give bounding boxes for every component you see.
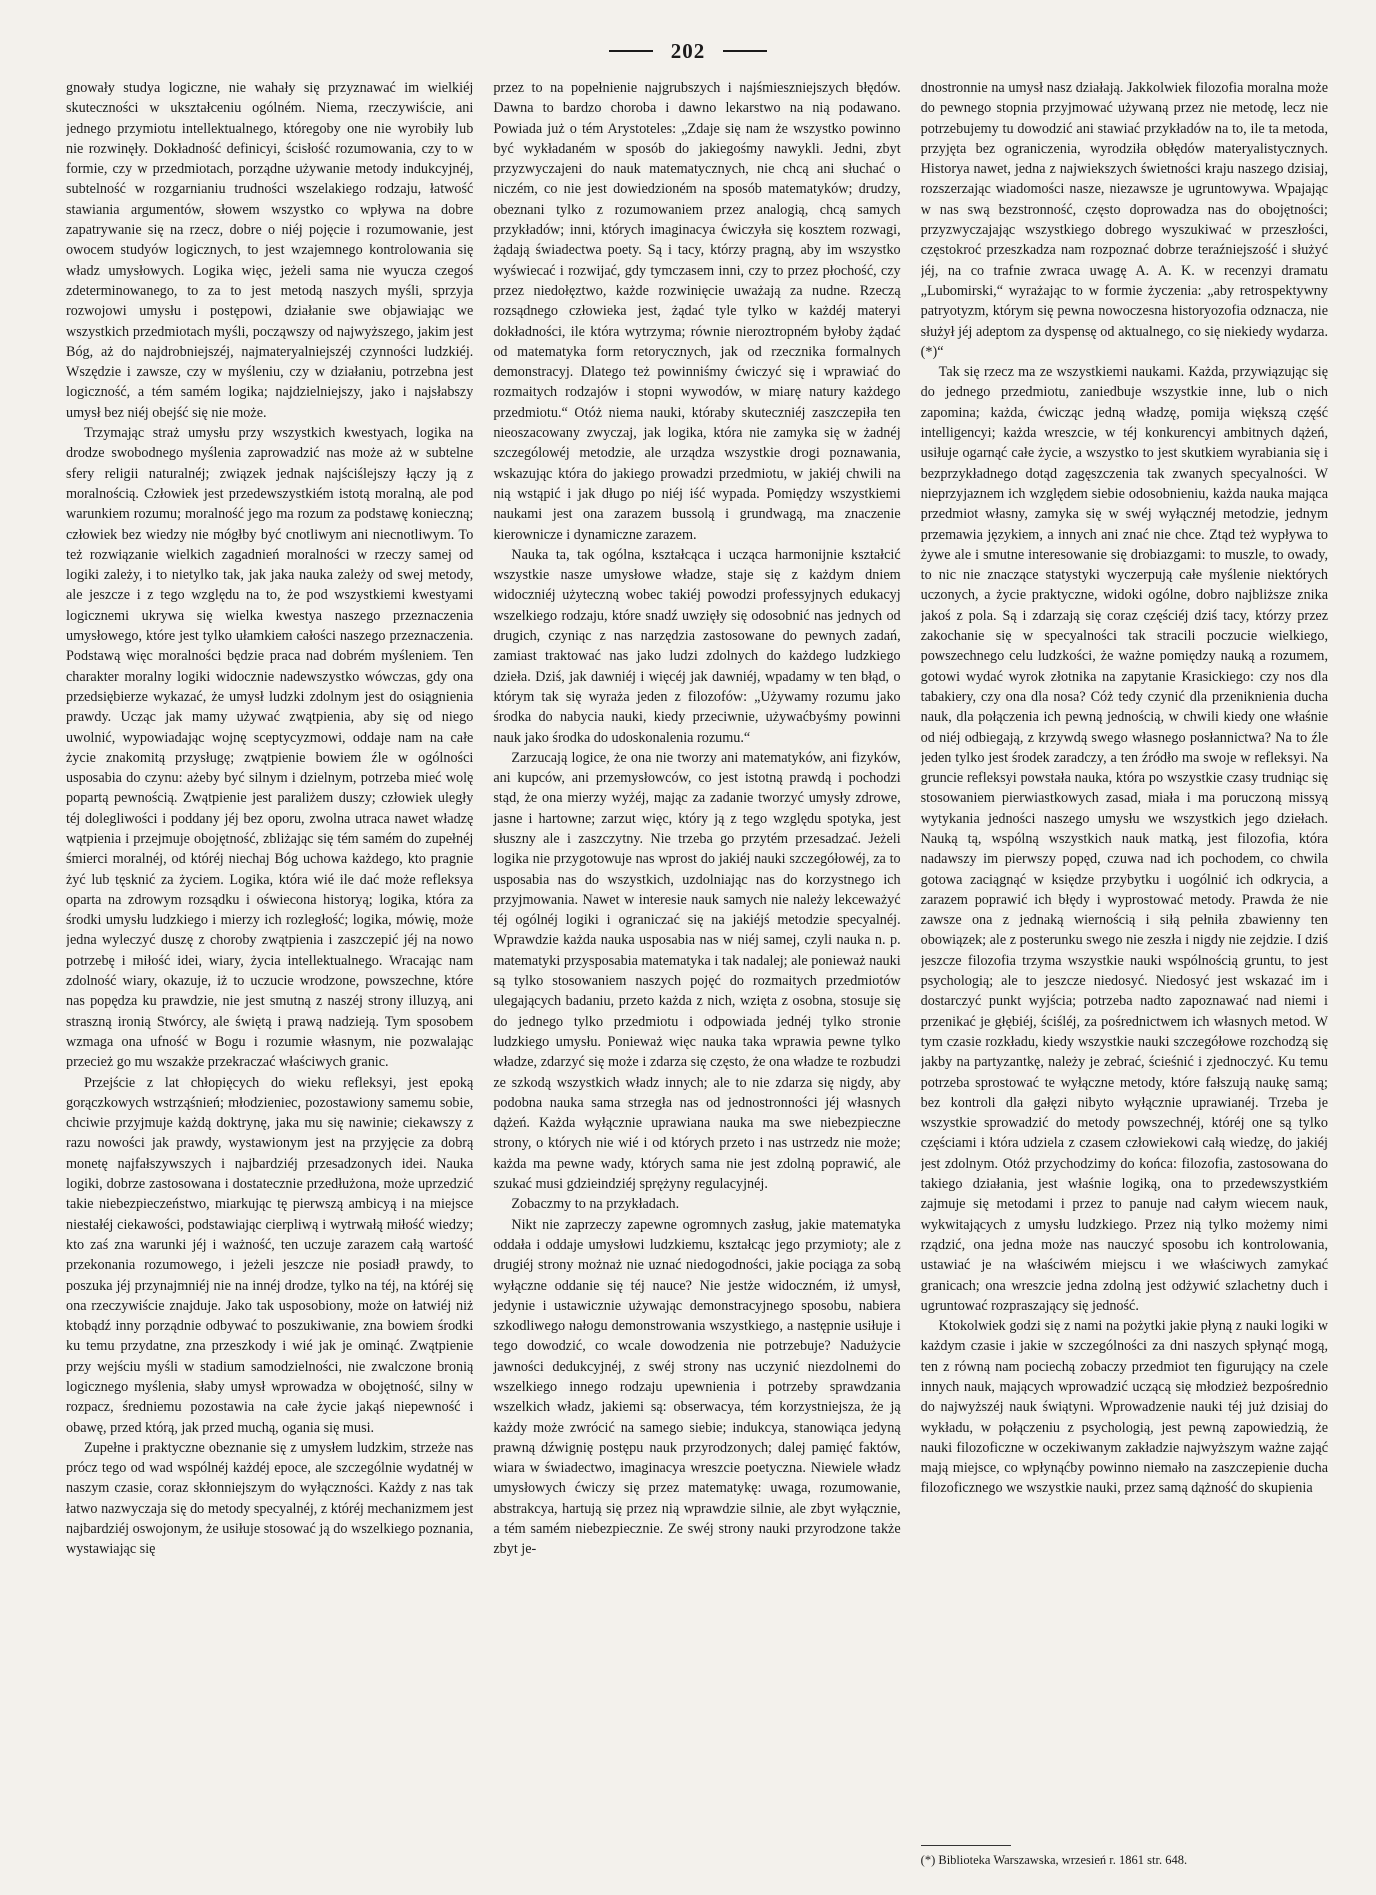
column-2 [493,78,900,1868]
paragraph: Przejście z lat chłopięcych do wieku refleksyi, jest epoką gorączkowych wstrząśnień; młodzieniec, pozostawiony samemu sobie, chciwie przyjmuje każdą doktrynę, jaka mu się nawinie; ciekawszy z razu nowości jak prawdy, wystawionym jest na przyjęcie za dobrą monetę najfałszywszych i najbardziéj przesadzonych idei. Nauka logiki, dobrze zastosowana i dostatecznie przedłużona, może uprzedzić takie niebezpieczeństwo, miarkując tę pierwszą ambicyą i na miejsce niestałéj ciekawości, podstawiając cierpliwą i wytrwałą miłość wiedzy; kto zaś zna warunki jéj i ważność, ten uczuje zarazem całą wartość przekonania rozumowego, i jeżeli jeszcze nie posiadł prawdy, to poszuka jéj przynajmniéj nie na innéj drodze, tylko na téj, na któréj się ona rzeczywiście znajduje. Jako tak usposobiony, może on łatwiéj niż ktobądź inny porządnie odbywać to poszukiwanie, zna bowiem środki ku temu przydatne, zna przeszkody i wié jak je ominąć. Zwątpienie przy wejściu myśli w stadium samodzielności, nie zwalczone bronią logicznego myślenia, słaby umysł wprowadza w obojętność, silny w rozpacz, średniemu pozostawia na całe życie jakąś niepewność i obawę, przed którą, jak przed muchą, ogania się musi. [66,1074,474,1436]
paragraph: Nikt nie zaprzeczy zapewne ogromnych zasług, jakie matematyka oddała i oddaje umysłowi ludzkiemu, kształcąc jego przymioty; ale z drugiéj strony możnaż nie uznać niedogodności, jakie pociąga za sobą wyłączne oddanie się téj nauce? Nie jestże widoczném, iż umysł, jedynie i ustawicznie używając demonstracyjnego sposobu, nabiera szkodliwego nałogu demonstrowania wszystkiego, a następnie usiłuje i tego dowodzić, co wcale dowodzenia nie potrzebuje? Nadużycie jawności dedukcyjnéj, z swéj strony nas uczynić niezdolnemi do wszelkiego innego rodzaju upewnienia i potrzeby sprawdzania wszelkich władz, jakiemi są: obserwacya, tém korzystniejsza, że ją każdy może zwrócić na samego siebie; indukcya, stanowiąca jedyną prawną dźwignię postępu nauk przyrodzonych; dalej pamięć faktów, wiara w świadectwo, imaginacya wreszcie poetyczna. Niewiele władz umysłowych ćwiczy się przez matematykę: uwaga, rozumowanie, abstrakcya, hartują się przez nią wprawdzie silnie, ale zbyt wyłącznie, a tém samém niebezpiecznie. Ze swéj strony nauki przyrodzone także zbyt je- [493,1216,901,1558]
paragraph: Trzymając straż umysłu przy wszystkich kwestyach, logika na drodze swobodnego myślenia zaprowadzić nas może aż w subtelne sfery religii naturalnéj; związek jednak najściślejszy łączy ją z moralnością. Człowiek jest przedewszystkiém istotą moralną, ale pod warunkiem rozumu; moralność jego ma rozum za podstawę konieczną; człowiek bez wiedzy nie mógłby być cnotliwym ani niecnotliwym. To też rozwiązanie wielkich zagadnień moralności w rzeczy samej od logiki zależy, i to nietylko tak, jak jaka nauka zależy od swej metody, ale jeszcze i z tego względu na to, że pod wszystkiemi kwestyami logicznemi ukrywa się wielka kwestya naszego przeznaczenia umysłowego, które jest tylko ułamkiem całości naszego przeznaczenia. Podstawą więc moralności będzie praca nad dobrém myśleniem. Ten charakter moralny logiki widocznie nadewszystko wówczas, gdy ona przedsiębierze wykazać, że umysł ludzki zdolnym jest do osiągnienia prawdy. Ucząc jak mamy używać zwątpienia, aby się od niego uwolnić, wypowiadając wojnę sceptycyzmowi, oddaje nam na całe życie znakomitą przysługę; zwątpienie bowiem źle w ogólności usposabia do czynu: ażeby być silnym i dzielnym, potrzeba mieć wolę popartą pewnością. Zwątpienie jest paraliżem duszy; człowiek uległy téj dolegliwości i poddany jéj bez oporu, zwolna utraca nawet władzę wątpienia i przejmuje obojętność, zbliżając się tém samém do zupełnéj śmierci moralnéj, od któréj niechaj Bóg uchowa każdego, kto pragnie żyć lub tęsknić za życiem. Logika, która wié ile dać może refleksya oparta na zdrowym rozsądku i oświecona historyą; logika, która za środki umysłu ludzkiego i mierzy ich rozległość; logika, mówię, może jedna wyleczyć duszę z choroby zwątpienia i zaszczepić jéj na nowo potrzebę i miłość idei, wiary, życia intellektualnego. Wracając nam zdolność wiary, okazuje, iż to uczucie wrodzone, powszechne, które nas popędza ku prawdzie, nie jest smutną z naszéj strony illuzyą, ani straszną ironią Stwórcy, ale świętą i prawą nadzieją. Tym sposobem wzmaga ona ufność w Bogu i rozumie własnym, nie pozwalając przecież go mu wszakże przekraczać właściwych granic. [66,425,474,1071]
paragraph: Tak się rzecz ma ze wszystkiemi naukami. Każda, przywiązując się do jednego przedmiotu, zaniedbuje wszystkie inne, lub o nich zapomina; każda, ćwicząc jedną władzę, pomija większą część intelligencyi; każda wreszcie, w téj konkurencyi ambitnych dążeń, usiłuje ogarnąć całe życie, a wszystko to jest skutkiem wyrabiania się i bezprzykładnego dotąd zagęszczenia tak zwanych specyalności. W nieprzyjaznem ich względem siebie odosobnieniu, każda nauka mająca przedmiot własny, zamyka się w swéj wyłącznéj metodzie, jednym przemawia językiem, a innych ani znać nie chce. Ztąd też wypływa to żywe ale i smutne interesowanie się drobiazgami: to muszle, to owady, to nic nie znaczące statystyki wyczerpują całe myślenie niektórych uczonych, a życie praktyczne, widoki ogólne, dobro najbliższe znika jakoś z pola. Są i zdarzają się coraz częściéj dziś tacy, którzy przez zakochanie się w specyalności tak stracili poczucie wielkiego, powszechnego celu ludzkości, że ważne pomiędzy nauką a rozumem, gotowi wydać wyrok złotnika na zapytanie Krasickiego: czy nos dla tabakiery, czy ona dla nosa? Cóż tedy czynić dla przeniknienia ducha nauk, dla połączenia ich pewną jednością, w chwili kiedy one właśnie od niéj odbiegają, z krzywdą swego własnego posłannictwa? Na to źle jeden tylko jest środek zaradczy, a ten źródło ma swoje w refleksyi. Na gruncie refleksyi powstała nauka, która po wszystkie czasy trudniąc się stosowaniem pierwiastkowych zasad, miała i ma poruczoną missyą wytykania jedności naszego umysłu we wszystkich jego dziełach. Nauką tą, wspólną wszystkich nauk matką, jest filozofia, która nadawszy im pierwszy popęd, czuwa nad ich pochodem, co chwila gotowa zaciągnąć w księdze przybytku i uogólnić ich odkrycia, a zarazem poprawić ich błędy i wyprostować metody. Prawda że nie zawsze ona z jednaką wiernością i siłą pełniła zbawienny ten obowiązek; ale z posterunku swego nie zeszła i nigdy nie zejdzie. I dziś jeszcze filozofia trzyma wszystkie nauki wspólnością gruntu, to jest psychologią; ale to jeszcze niedosyć. Niedosyć jest wskazać im i dostarczyć punkt wyjścia; potrzeba nadto zapoznawać nad niemi i przenikać je głębiéj, ściśléj, za pośrednictwem ich własnych metod. W tym czasie rozkładu, kiedy wszystkie nauki szczegółowe rozchodzą się jakby na partyzantkę, należy je zebrać, ścieśnić i zjednoczyć. Ku temu potrzeba sprostować te wyłączne metody, które fałszują naukę samą; bez kontroli dla gałęzi nibyto wyłącznie uprawianéj. Trzeba je wszystkie sprowadzić do metody powszechnéj, któréj one są tylko częściami i która udziela z czasem człowiekowi całą wiedzę, do jakiéj jest zdolnym. Otóż przychodzimy do końca: filozofia, zastosowana do takiego działania, jest właśnie logiką, ona to przedewszystkiém zajmuje się metodami i przez to panuje nad całym wiecem nauk, wykwitających z umysłu ludzkiego. Przez nią tylko możemy nimi rządzić, ona jedna może nas nauczyć sposobu ich kontrolowania, ustawiać je na właściwém miejscu i we właściwych zamykać granicach; ona wreszcie jedna zdolną jest odżywić szlachetny duch i ugruntować rozpraszający się jedność. [920,364,1328,1314]
paragraph: Zupełne i praktyczne obeznanie się z umysłem ludzkim, strzeże nas prócz tego od wad wspólnéj każdéj epoce, ale szczególnie wydatnéj w naszym czasie, coraz skłonniejszym do wyłączności. Każdy z nas tak łatwo nazwyczaja się do metody specyalnéj, z któréj mechanizmem jest najbardziéj oswojonym, że usiłuje stosować ją do wszelkiego poznania, wystawiając się [66,1439,474,1558]
footnote-rule [921,1845,1011,1846]
paragraph: przez to na popełnienie najgrubszych i najśmieszniejszych błędów. Dawna to bardzo choroba i dawno lekarstwo na nią podawano. Powiada już o tém Arystoteles: „Zdaje się nam że wszystko powinno być wykładaném w sposób do jakiegośmy nawykli. Jedni, zbyt przyzwyczajeni do nauk matematycznych, nie chcą ani słuchać o niczém, co nie jest dowiedzioném na sposób matematyków; drudzy, obeznani tylko z rozumowaniem przez analogią, chcą samych przykładów; inni, których imaginacya ćwiczyła się kosztem rozwagi, żądają świadectwa poety. Są i tacy, którzy pragną, aby im wszystko wyświecać i rozwijać, gdy tymczasem inni, czy to przez płochość, czy przez niedołęztwo, każde rozwinięcie uważają za nudne. Rzeczą rozsądnego człowieka jest, żądać tyle tylko w każdéj materyi dokładności, ile która wytrzyma; równie nieroztropném byłoby żądać od matematyka form retorycznych, jak od rzecznika formalnych demonstracyj. Dlatego też powinniśmy ćwiczyć się i wprawiać do rozmaitych rodzajów i stopni wywodów, w miarę natury każdego przedmiotu.“ Otóż niema nauki, któraby skuteczniéj zaszczepiła ten nieoszacowany zwyczaj, jak logika, która nie zamyka się w żadnéj szczególowéj metodzie, ale urządza wszystkie drogi poznawania, wskazując która do jakiego prowadzi przedmiotu, w jakiéj chwili na nią wstąpić i jak długo po niéj iść wypada. Pomiędzy wszystkiemi naukami jest ona zarazem bussolą i grundwagą, ma znaczenie kierownicze i dynamiczne zarazem. [493,80,901,543]
paragraph: dnostronnie na umysł nasz działają. Jakkolwiek filozofia moralna może do pewnego stopnia przyjmować używaną przez nie metodę, lecz nie potrzebujemy tu dowodzić ani stawiać przykładów na to, ile ta metoda, przyjęta bez ograniczenia, wyrodziła obłędów materyalistycznych. Historya nawet, jedna z najwiekszych świetności kraju naszego dzisiaj, rozszerzając wiadomości nasze, niezawsze je ugruntowywa. Wpajając w nas swą bezstronność, często doprowadza nas do obojętności; przyzwyczajając wszystkiego dobrego wyszukiwać w przeszłości, częstokroć przeszkadza nam rozpoznać dobrze teraźniejszość i służyć jéj, na co trafnie zwraca uwagę A. A. K. w recenzyi dramatu „Lubomirski,“ wyrażając to w formie życzenia: „aby retrospektywny patryotyzm, którym się pewna nowoczesna historyozofia odznacza, nie służył jéj adeptom za dyspensę od aktualnego, co się niekiedy wydarza. (*)“ [920,80,1328,360]
header-rule-left [609,50,653,52]
footnote: (*) Biblioteka Warszawska, wrzesień r. 1861 str. 648. [920,1853,1188,1867]
paragraph: Nauka ta, tak ogólna, kształcąca i ucząca harmonijnie kształcić wszystkie nasze umysłowe władze, staje się z każdym dniem widoczniéj użyteczną wobec takiéj powodzi professyjnych edukacyj wszelkiego rodzaju, które snadź uwzięły się odosobnić nas jednych od drugich, czyniąc z nas narzędzia zastosowane do pewnych zadań, zamiast traktować nas jako ludzi zdolnych do każdego ludzkiego dzieła. Dziś, jak dawniéj i więcéj jak dawniéj, wpadamy w ten błąd, o którym tak się wyraża jeden z filozofów: „Używamy rozumu jako środka do nabycia nauki, kiedy przeciwnie, używaćbyśmy powinni nauk jako środka do udoskonalenia rozumu.“ [493,546,901,746]
paragraph: Zobaczmy to na przykładach. [511,1196,680,1213]
text-columns [66,78,1328,1868]
column-3 [921,78,1328,1868]
header-rule-right [723,50,767,52]
column-1 [66,78,473,1868]
paragraph: gnowały studya logiczne, nie wahały się przyznawać im wielkiéj skuteczności w ukształceniu ogólném. Niema, rzeczywiście, ani jednego przymiotu intellektualnego, któregoby one nie wyrobiły lub nie rozwinęły. Dokładność definicyi, ścisłość rozumowania, czy to w formie, czy w przedmiotach, porządne używanie metody indukcyjnéj, subtelność w rozgarnianiu trudności wszelakiego rodzaju, łatwość stawiania argumentów, słowem wszystko co wpływa na dobre zapatrywanie się na rzecz, dobre o niéj pojęcie i rozumowanie, jest owocem studyów logicznych, to jest wzajemnego kontrolowania się władz umysłowych. Logika więc, jeżeli sama nie wyucza czegoś zdeterminowanego, to za to jest metodą naszych myśli, sprzyja rozwojowi umysłu i postępowi, działanie swe objawiając we wszystkich przedmiotach myśli, począwszy od najwyższego, jakim jest Bóg, aż do najdrobniejszéj, najmateryalniejszéj czynności ludzkiéj. Wszędzie i zawsze, czy w myśleniu, czy w działaniu, potrzebna jest logiczność, a tém samém logika; najdzielniejszy, jako i najsłabszy umysł bez niéj obejść się nie może. [66,80,474,421]
paragraph: Ktokolwiek godzi się z nami na pożytki jakie płyną z nauki logiki w każdym czasie i jakie w szczególności za dni naszych spłynąć mogą, ten z równą nam pociechą zobaczy przedmiot ten figurujący na czele innych nauk, mających wprowadzić uczącą się młodzież bezpośrednio do najwyższéj nauk świątyni. Wprowadzenie nauki téj już dzisiaj do wykładu, w połączeniu z psychologią, jest pewną zapowiedzią, że nauki filozoficzne w oczekiwanym zakładzie najwyższym ważne zająć mają miejsce, co wpłynąćby powinno niemało na zaszczepienie ducha filozoficznego we wszystkie nauki, przez samą dążność do skupienia [920,1318,1328,1497]
page-number: 202 [670,38,706,63]
page-header [0,36,1376,66]
paragraph: Zarzucają logice, że ona nie tworzy ani matematyków, ani fizyków, ani kupców, ani przemysłowców, co jest istotną prawdą i pochodzi stąd, że ona mierzy wyżéj, mając za zadanie tworzyć umysły zdrowe, jasne i hartowne; zarzut więc, który ją z tego względu spotyka, jest słuszny ale i zaszczytny. Nie trzeba go przytém przesadzać. Jeżeli logika nie przygotowuje nas wprost do jakiéj nauki szczegółowéj, za to usposabia nas do wszystkich, uzdolniając nas do korzystnego ich przyjmowania. Nawet w interesie nauk samych nie należy lekceważyć téj ogólnéj logiki i ograniczać się na jakiéjś metodzie specyalnéj. Wprawdzie każda nauka usposabia nas w niéj samej, czyli nauka n. p. matematyki przysposabia matematyka i tak nadalej; ale ponieważ nauki są tylko stosowaniem naszych pojęć do rozmaitych przedmiotów ulegających badaniu, przeto każda z nich, wzięta z osobna, stosuje się do jednego tylko przedmiotu i odpowiada jednéj tylko stronie ludzkiego umysłu. Ponieważ więc nauka taka wprawia pewne tylko władze, zdarzyć się może i zdarza się często, że ona władze te rozbudzi ze szkodą wszystkich władz innych; ale to nie zdarza się nigdy, aby podobna nauka sama strzegła nas od jednostronności jéj własnych dążeń. Każda wyłącznie uprawiana nauka ma swe niebezpieczne strony, o których nie wié i od których przeto i nas ustrzedz nie może; każda ma pewne wady, których sama nie jest zdolną poprawić, ale szukać musi gdzieindziéj sprężyny regulacyjnéj. [493,749,901,1193]
column-3-body [921,78,1328,1835]
